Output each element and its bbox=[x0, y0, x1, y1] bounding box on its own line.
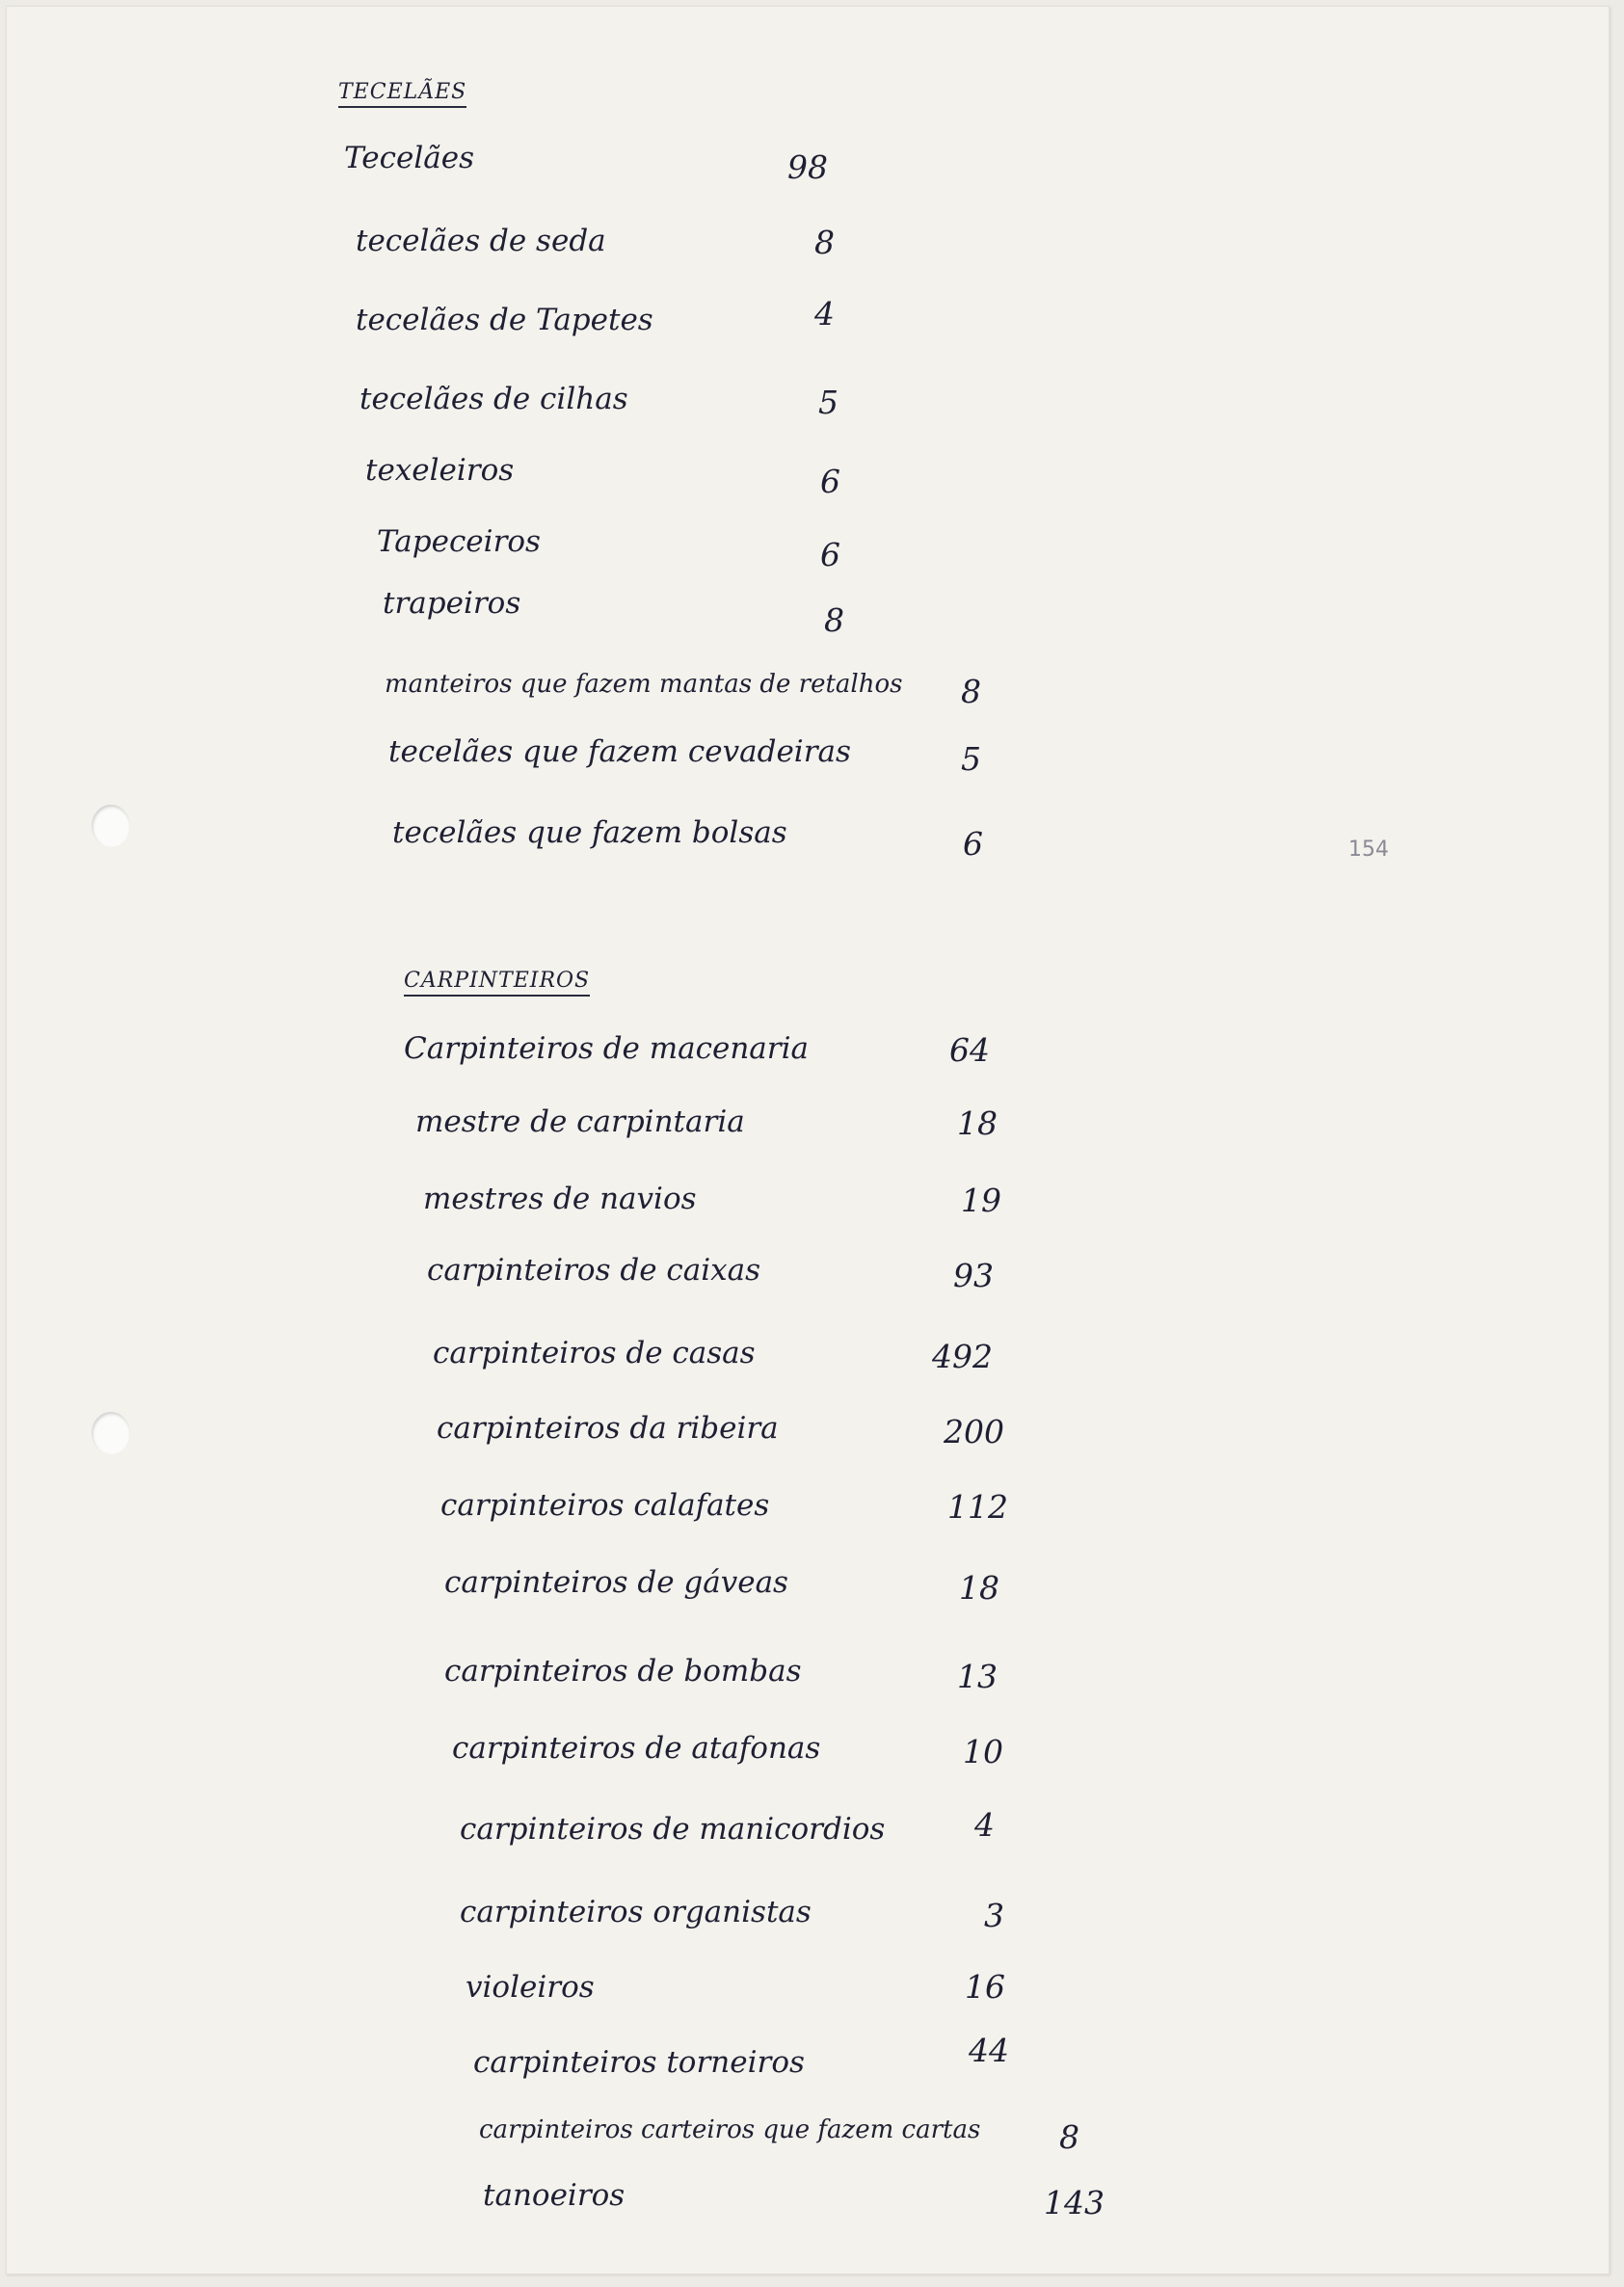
list-item-value: 13 bbox=[957, 1658, 998, 1695]
list-item-value: 93 bbox=[953, 1257, 994, 1294]
list-item-value: 6 bbox=[820, 536, 840, 573]
list-item-label: mestres de navios bbox=[423, 1182, 697, 1216]
list-item-label: carpinteiros organistas bbox=[460, 1895, 812, 1929]
list-item-value: 8 bbox=[814, 224, 835, 261]
list-item-value: 18 bbox=[959, 1569, 999, 1607]
list-item-value: 8 bbox=[824, 601, 844, 639]
punch-hole bbox=[92, 1412, 130, 1454]
section-heading-teceloes: TECELÃES bbox=[338, 80, 466, 108]
list-item-label: texeleiros bbox=[365, 453, 515, 488]
list-item-label: tanoeiros bbox=[483, 2178, 626, 2213]
list-item-value: 112 bbox=[947, 1488, 1008, 1526]
list-item-label: tecelães que fazem bolsas bbox=[392, 815, 787, 850]
list-item-label: tecelães de cilhas bbox=[359, 382, 628, 416]
list-item-label: violeiros bbox=[466, 1970, 595, 2005]
list-item-label: tecelães de seda bbox=[356, 224, 606, 258]
list-item-label: Carpinteiros de macenaria bbox=[404, 1031, 809, 1066]
list-item-label: Tapeceiros bbox=[377, 524, 541, 559]
punch-hole bbox=[92, 805, 130, 847]
list-item-value: 3 bbox=[984, 1897, 1004, 1934]
page-number: 154 bbox=[1348, 838, 1389, 862]
list-item-value: 200 bbox=[944, 1413, 1004, 1450]
list-item-value: 10 bbox=[963, 1733, 1003, 1770]
list-item-value: 18 bbox=[957, 1104, 998, 1142]
list-item-value: 6 bbox=[963, 825, 983, 863]
list-item-value: 6 bbox=[820, 463, 840, 500]
list-item-label: tecelães que fazem cevadeiras bbox=[388, 734, 851, 769]
list-item-label: carpinteiros torneiros bbox=[473, 2045, 805, 2080]
list-item-value: 5 bbox=[961, 740, 981, 778]
list-item-value: 4 bbox=[974, 1806, 995, 1844]
list-item-value: 98 bbox=[787, 148, 828, 186]
list-item-label: carpinteiros calafates bbox=[440, 1488, 770, 1523]
list-item-label: manteiros que fazem mantas de retalhos bbox=[385, 670, 903, 699]
list-item-label: carpinteiros de manicordios bbox=[460, 1812, 886, 1847]
list-item-label: carpinteiros de caixas bbox=[427, 1253, 761, 1288]
list-item-value: 16 bbox=[965, 1968, 1005, 2006]
list-item-label: mestre de carpintaria bbox=[415, 1104, 745, 1139]
list-item-value: 44 bbox=[969, 2032, 1009, 2069]
list-item-label: trapeiros bbox=[383, 586, 521, 621]
list-item-label: carpinteiros da ribeira bbox=[437, 1411, 779, 1446]
list-item-label: carpinteiros de casas bbox=[433, 1336, 756, 1370]
list-item-value: 492 bbox=[932, 1338, 993, 1375]
list-item-value: 5 bbox=[818, 384, 839, 421]
list-item-label: tecelães de Tapetes bbox=[356, 303, 653, 337]
list-item-value: 64 bbox=[949, 1031, 990, 1069]
list-item-value: 19 bbox=[961, 1182, 1001, 1219]
list-item-label: carpinteiros de atafonas bbox=[452, 1731, 821, 1766]
list-item-label: carpinteiros de bombas bbox=[444, 1654, 802, 1689]
section-heading-carpinteiros: CARPINTEIROS bbox=[404, 969, 590, 997]
list-item-value: 8 bbox=[1059, 2118, 1079, 2156]
list-item-label: carpinteiros de gáveas bbox=[444, 1565, 788, 1600]
manuscript-page bbox=[6, 6, 1610, 2274]
list-item-value: 4 bbox=[814, 295, 835, 332]
list-item-value: 8 bbox=[961, 673, 981, 710]
list-item-value: 143 bbox=[1044, 2184, 1105, 2221]
list-item-label: Tecelães bbox=[344, 141, 474, 175]
list-item-label: carpinteiros carteiros que fazem cartas bbox=[479, 2115, 981, 2144]
